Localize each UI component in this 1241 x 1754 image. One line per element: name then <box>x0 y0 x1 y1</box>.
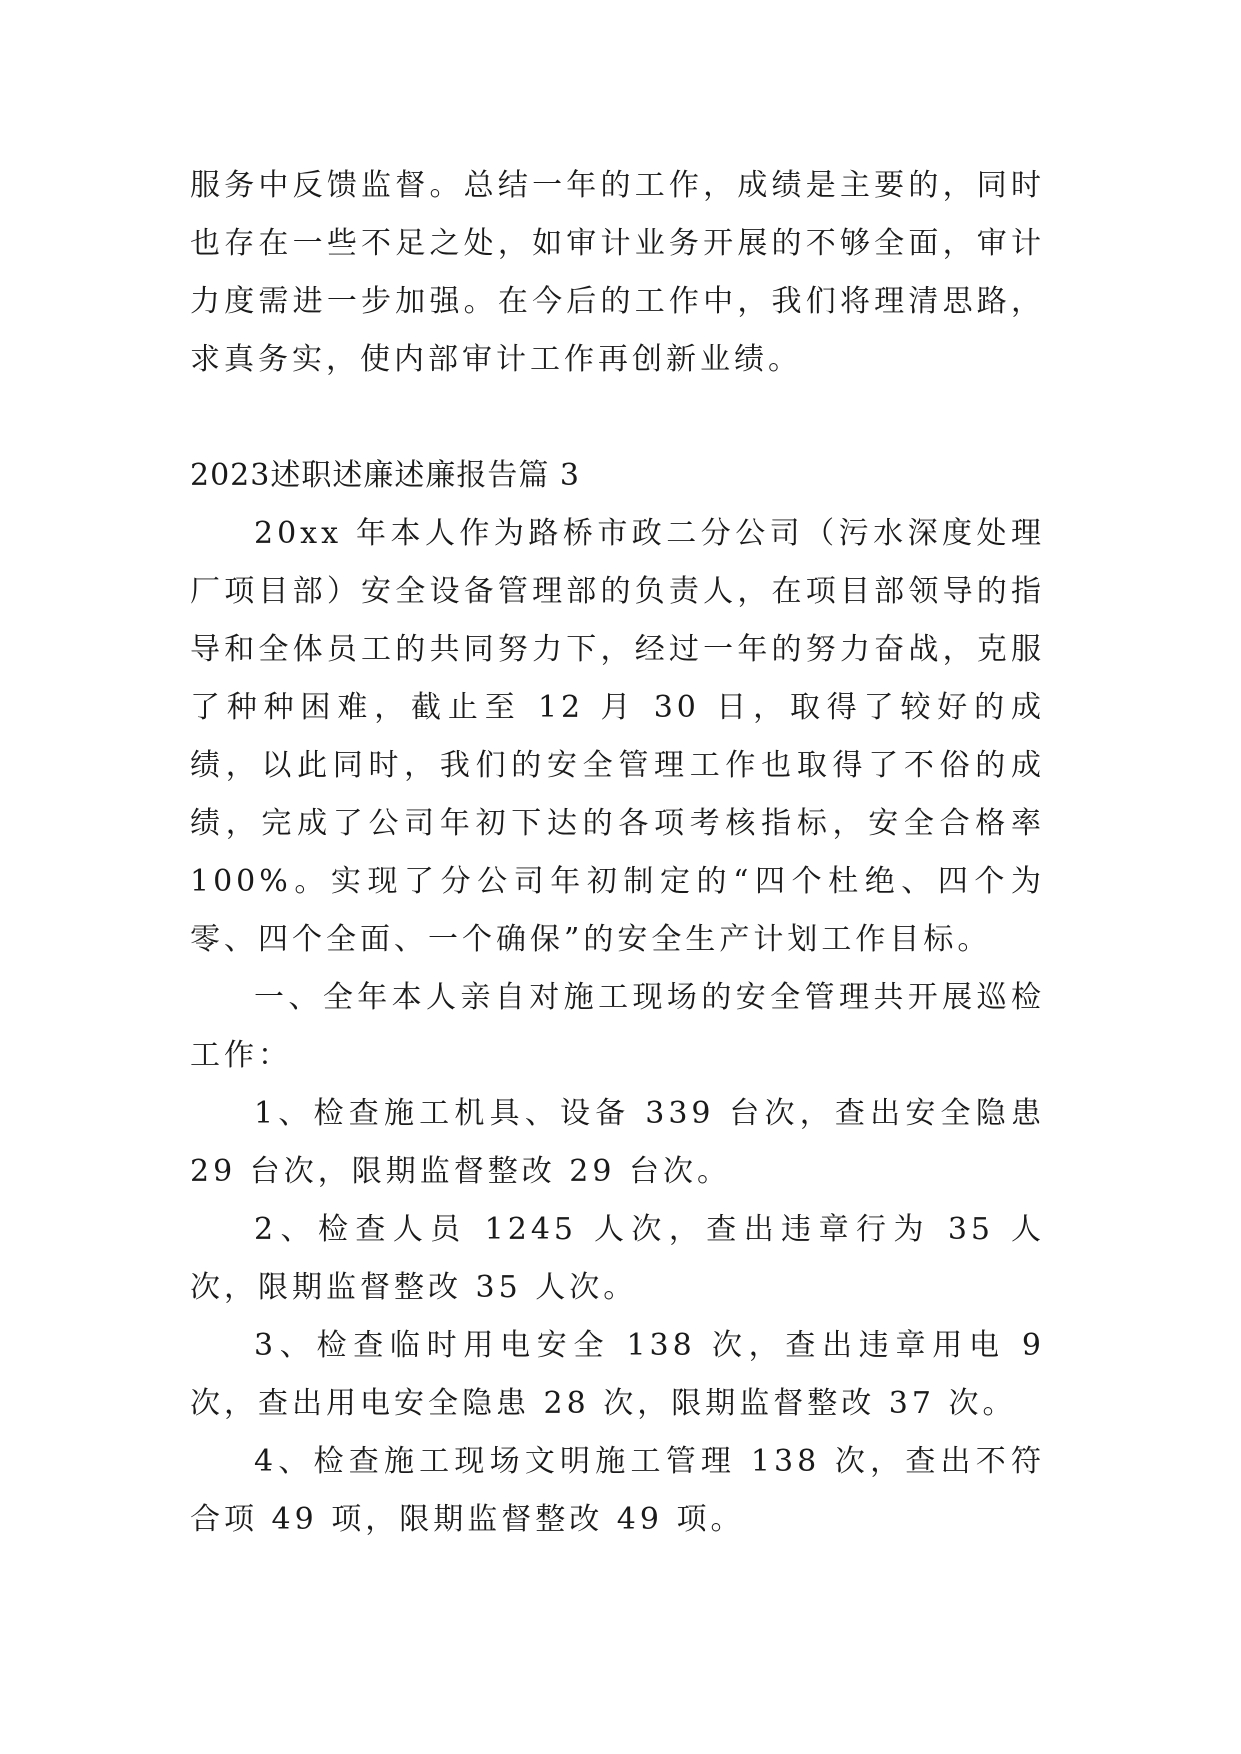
paragraph-point-one: 一、全年本人亲自对施工现场的安全管理共开展巡检工作： <box>190 980 1045 1073</box>
list-item-3: 3、检查临时用电安全 138 次，查出违章用电 9 次，查出用电安全隐患 28 次，限期监督整改 37 次。 <box>190 1328 1045 1421</box>
section-spacer <box>190 389 1045 447</box>
paragraph-intro: 20xx 年本人作为路桥市政二分公司（污水深度处理厂项目部）安全设备管理部的负责人，在项目部领导的指导和全体员工的共同努力下，经过一年的努力奋战，克服了种种困难，截止至 12 月 30 日，取得了较好的成绩，以此同时，我们的安全管理工作也取得了不俗的成绩，完成了公司年初下达的各项考核指标，安全合格率 100%。实现了分公司年初制定的“四个杜绝、四个为零、四个全面、一个确保”的安全生产计划工作目标。 <box>190 516 1045 957</box>
list-item-2: 2、检查人员 1245 人次，查出违章行为 35 人次，限期监督整改 35 人次。 <box>190 1212 1045 1305</box>
paragraph-closing-summary: 服务中反馈监督。总结一年的工作，成绩是主要的，同时也存在一些不足之处，如审计业务开展的不够全面，审计力度需进一步加强。在今后的工作中，我们将理清思路，求真务实，使内部审计工作再创新业绩。 <box>190 168 1045 377</box>
list-item-1: 1、检查施工机具、设备 339 台次，查出安全隐患 29 台次，限期监督整改 29 台次。 <box>190 1096 1045 1189</box>
document-body <box>190 157 1045 1549</box>
section-title: 2023述职述廉述廉报告篇 3 <box>190 458 580 493</box>
list-item-4: 4、检查施工现场文明施工管理 138 次，查出不符合项 49 项，限期监督整改 49 项。 <box>190 1444 1045 1537</box>
